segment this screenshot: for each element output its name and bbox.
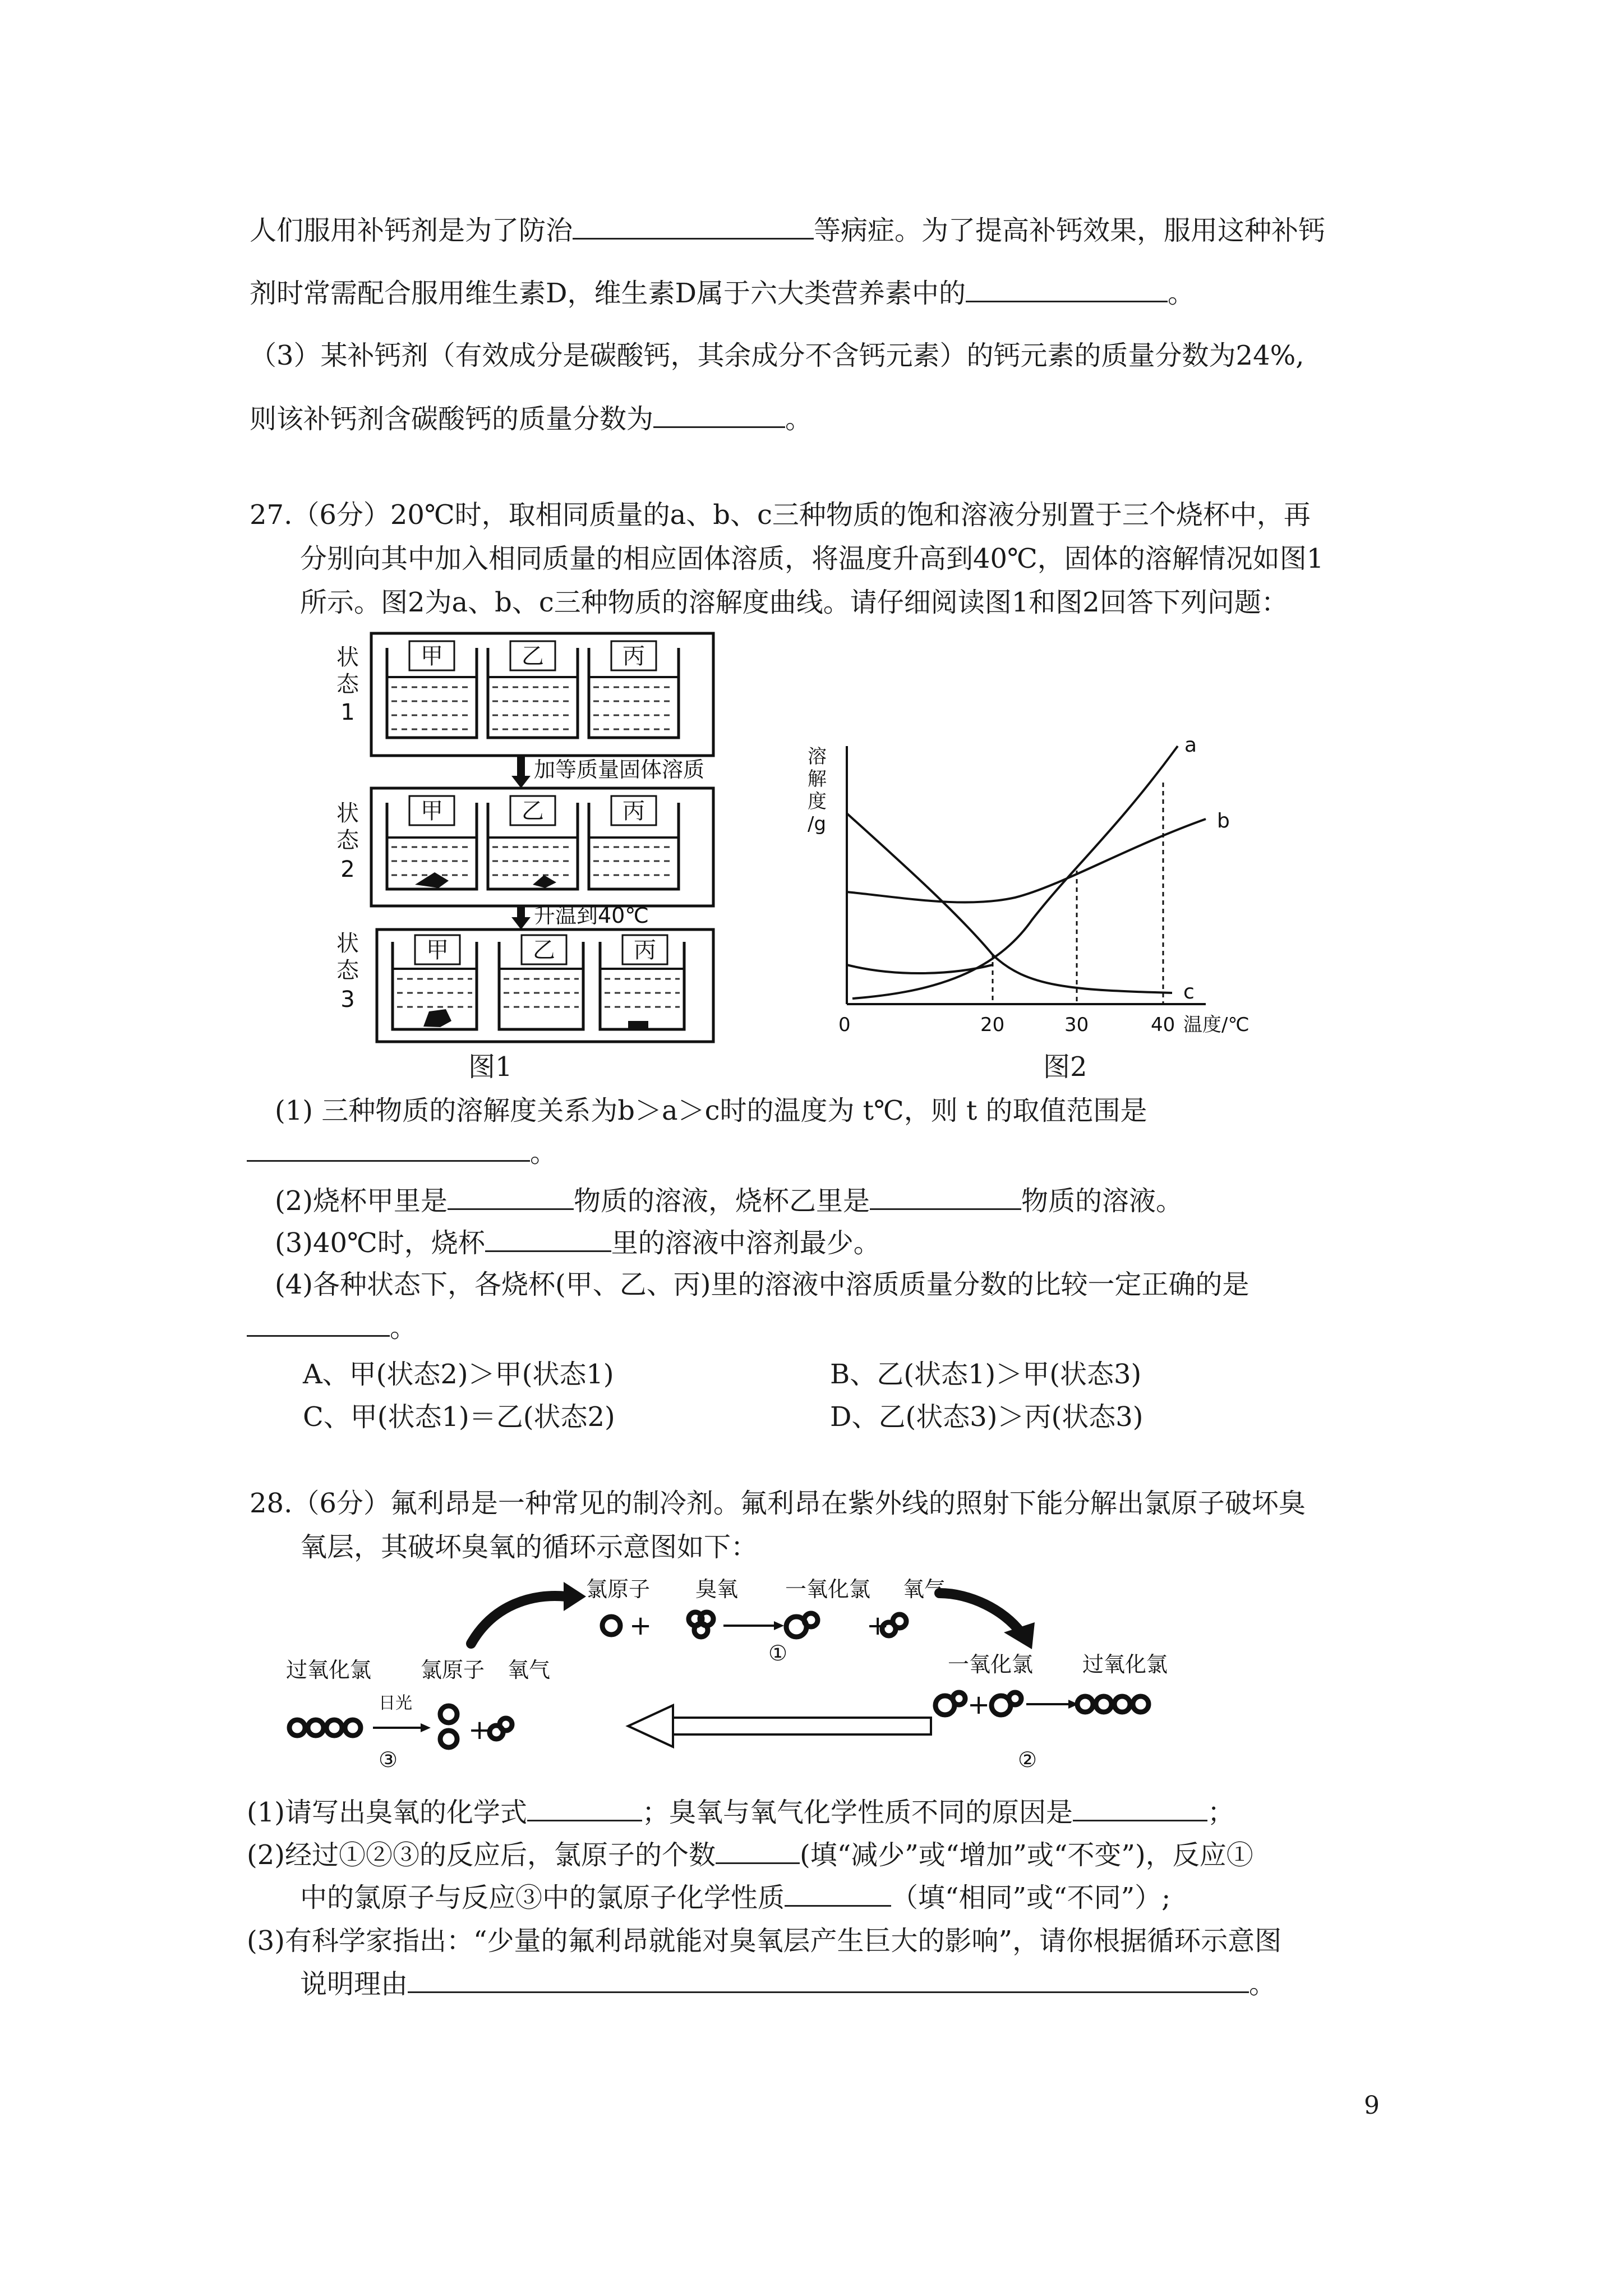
label-clo: 一氧化氯 xyxy=(948,1652,1034,1677)
answer-blank[interactable] xyxy=(448,1184,574,1210)
q28-sub-1: (1)请写出臭氧的化学式 ；臭氧与氧气化学性质不同的原因是 ； xyxy=(247,1795,1234,1829)
q28-intro-2: 氧层，其破坏臭氧的循环示意图如下： xyxy=(300,1531,758,1563)
svg-text:+: + xyxy=(468,1714,491,1746)
q28-sub-3-answer: 说明理由 。 xyxy=(300,1967,1276,2001)
label-oxygen: 氧气 xyxy=(903,1577,946,1602)
beaker-label-b: 乙 xyxy=(533,937,555,963)
svg-text:状: 状 xyxy=(336,800,359,826)
cycle-arrow-bottom xyxy=(628,1705,931,1747)
figure-2-solubility-chart xyxy=(780,729,1312,1049)
y-axis-label xyxy=(808,746,827,835)
label-cl2o2: 过氧化氯 xyxy=(1082,1652,1168,1677)
beaker-label-a: 甲 xyxy=(426,937,449,963)
x-tick-30: 30 xyxy=(1064,1014,1089,1036)
curve-b xyxy=(847,819,1206,903)
label-sunlight: 日光 xyxy=(379,1694,412,1713)
x-axis-label: 温度/℃ xyxy=(1183,1014,1249,1036)
svg-text:度: 度 xyxy=(808,790,827,813)
label-oxygen: 氧气 xyxy=(508,1658,551,1682)
svg-text:解: 解 xyxy=(808,768,827,790)
step-3-marker: ③ xyxy=(379,1747,398,1772)
step-1-label: 加等质量固体溶质 xyxy=(534,757,705,782)
beaker-label-c: 丙 xyxy=(623,798,645,824)
label-clo: 一氧化氯 xyxy=(785,1577,871,1602)
figure-1-caption: 图1 xyxy=(468,1051,513,1083)
state-1-label xyxy=(336,645,359,725)
q27-sub-1-answer: 。 xyxy=(247,1135,557,1170)
q27-sub-3: (3)40℃时，烧杯 里的溶液中溶剂最少。 xyxy=(275,1226,880,1260)
state-2-label xyxy=(336,800,359,882)
answer-blank[interactable] xyxy=(247,1310,390,1337)
svg-text:+: + xyxy=(629,1610,652,1641)
x-tick-40: 40 xyxy=(1151,1014,1175,1036)
cycle-arrow-right xyxy=(939,1593,1021,1632)
svg-text:状: 状 xyxy=(336,931,359,956)
page-number: 9 xyxy=(1364,2091,1380,2120)
curve-a xyxy=(852,746,1178,999)
q28-sub-2: (2)经过①②③的反应后，氯原子的个数 (填“减少”或“增加”或“不变”)，反应① xyxy=(247,1838,1253,1872)
option-c[interactable]: C、甲(状态1)＝乙(状态2) xyxy=(303,1401,615,1433)
curve-label-c: c xyxy=(1183,981,1195,1004)
option-b[interactable]: B、乙(状态1)＞甲(状态3) xyxy=(830,1359,1142,1390)
q26-line3: （3）某补钙剂（有效成分是碳酸钙，其余成分不含钙元素）的钙元素的质量分数为24%, xyxy=(250,340,1304,371)
beaker-label-a: 甲 xyxy=(421,798,443,824)
beaker-label-b: 乙 xyxy=(522,643,544,669)
answer-blank[interactable] xyxy=(408,1967,1249,1993)
label-cl-atom: 氯原子 xyxy=(586,1577,651,1602)
figure-2-caption: 图2 xyxy=(1043,1051,1087,1083)
beaker-label-b: 乙 xyxy=(522,798,544,824)
q27-sub-4-answer: 。 xyxy=(247,1310,417,1345)
beaker-label-c: 丙 xyxy=(623,643,645,669)
step-1-marker: ① xyxy=(768,1641,788,1665)
svg-text:+: + xyxy=(866,1610,889,1641)
q26-line4: 则该补钙剂含碳酸钙的质量分数为 。 xyxy=(250,402,812,436)
answer-blank[interactable] xyxy=(1073,1795,1207,1821)
svg-text:+: + xyxy=(967,1689,990,1720)
option-a[interactable]: A、甲(状态2)＞甲(状态1) xyxy=(303,1359,614,1390)
answer-blank[interactable] xyxy=(247,1135,530,1162)
svg-text:态: 态 xyxy=(336,827,359,853)
q27-intro-2: 分别向其中加入相同质量的相应固体溶质，将温度升高到40℃，固体的溶解情况如图1 xyxy=(300,543,1324,574)
x-tick-20: 20 xyxy=(980,1014,1005,1036)
origin-label: 0 xyxy=(838,1014,851,1036)
curve-c xyxy=(847,813,1172,993)
svg-text:状: 状 xyxy=(336,645,359,670)
q27-sub-4: (4)各种状态下，各烧杯(甲、乙、丙)里的溶液中溶质质量分数的比较一定正确的是 xyxy=(275,1269,1249,1300)
q28-intro-1: 28.（6分）氟利昂是一种常见的制冷剂。氟利昂在紫外线的照射下能分解出氯原子破坏臭 xyxy=(250,1488,1306,1519)
q28-sub-3: (3)有科学家指出：“少量的氟利昂就能对臭氧层产生巨大的影响”，请你根据循环示意图 xyxy=(247,1925,1282,1957)
label-ozone: 臭氧 xyxy=(695,1577,739,1602)
svg-text:/g: /g xyxy=(808,813,827,835)
curve-label-b: b xyxy=(1217,809,1230,832)
answer-blank[interactable] xyxy=(573,213,814,240)
q27-intro-1: 27.（6分）20℃时，取相同质量的a、b、c三种物质的饱和溶液分别置于三个烧杯中，再 xyxy=(250,499,1311,531)
svg-text:1: 1 xyxy=(340,700,355,725)
svg-text:溶: 溶 xyxy=(808,746,827,768)
q28-sub-2-cont: 中的氯原子与反应③中的氯原子化学性质 （填“相同”或“不同”）; xyxy=(300,1880,1170,1915)
cycle-arrow-left xyxy=(471,1596,566,1644)
answer-blank[interactable] xyxy=(785,1880,891,1907)
q27-intro-3: 所示。图2为a、b、c三种物质的溶解度曲线。请仔细阅读图1和图2回答下列问题： xyxy=(300,587,1288,618)
q26-line1: 人们服用补钙剂是为了防治 等病症。为了提高补钙效果，服用这种补钙 xyxy=(250,213,1325,247)
figure-1-beakers xyxy=(314,625,729,1052)
step-2-label: 升温到40℃ xyxy=(534,903,649,928)
q27-sub-1: (1) 三种物质的溶解度关系为b＞a＞c时的温度为 t℃，则 t 的取值范围是 xyxy=(275,1095,1147,1126)
svg-text:态: 态 xyxy=(336,958,359,983)
beaker-label-c: 丙 xyxy=(634,937,656,963)
answer-blank[interactable] xyxy=(485,1226,611,1252)
state-3-label xyxy=(336,931,359,1013)
step-2-marker: ② xyxy=(1018,1747,1038,1772)
beaker-label-a: 甲 xyxy=(421,643,443,669)
q27-sub-2: (2)烧杯甲里是 物质的溶液，烧杯乙里是 物质的溶液。 xyxy=(275,1184,1183,1218)
ozone-cycle-diagram xyxy=(280,1571,1234,1784)
option-d[interactable]: D、乙(状态3)＞丙(状态3) xyxy=(830,1401,1144,1433)
answer-blank[interactable] xyxy=(653,402,785,428)
svg-text:2: 2 xyxy=(340,857,355,882)
svg-text:态: 态 xyxy=(336,671,359,697)
curve-label-a: a xyxy=(1184,734,1197,757)
answer-blank[interactable] xyxy=(716,1838,800,1864)
label-cl2o2: 过氧化氯 xyxy=(286,1658,372,1682)
svg-text:3: 3 xyxy=(340,987,355,1013)
answer-blank[interactable] xyxy=(966,276,1168,302)
label-cl-atom: 氯原子 xyxy=(421,1658,485,1682)
answer-blank[interactable] xyxy=(527,1795,642,1821)
q26-line2: 剂时常需配合服用维生素D，维生素D属于六大类营养素中的 。 xyxy=(250,276,1195,310)
answer-blank[interactable] xyxy=(870,1184,1021,1210)
